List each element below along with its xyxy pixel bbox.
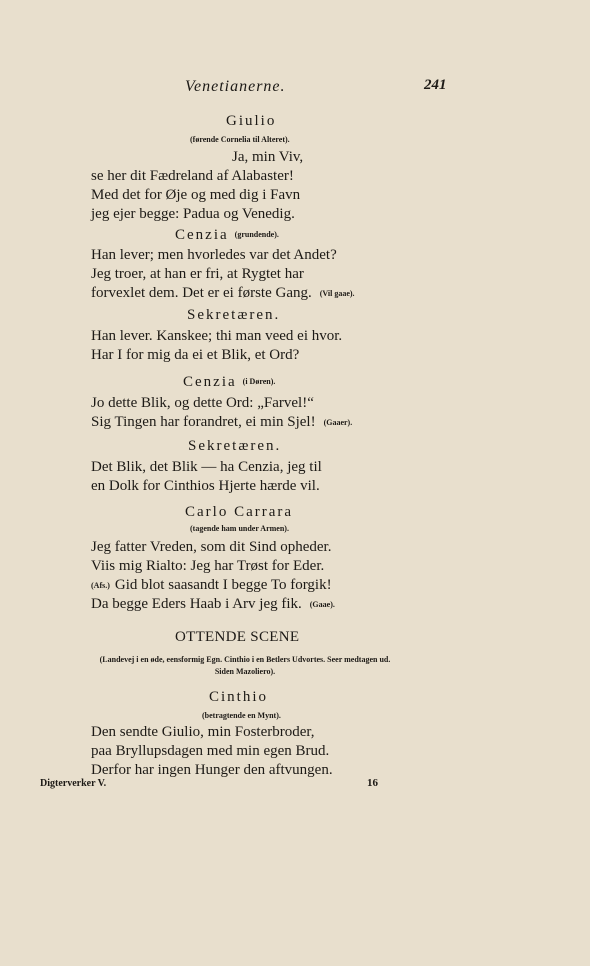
speaker-cenzia (183, 374, 275, 391)
speaker-name: Cenzia (175, 227, 229, 243)
verse-line (91, 284, 355, 303)
speaker-sekretaeren: Sekretæren. (187, 307, 281, 323)
running-title: Venetianerne. (185, 78, 286, 95)
verse-line: Han lever. Kanskee; thi man veed ei hvor. (91, 328, 343, 344)
stage-direction: (Vil gaae). (319, 289, 355, 298)
verse-text: Gid blot saasandt I begge To forgik! (114, 577, 332, 593)
verse-line (91, 576, 332, 595)
verse-line: Det Blik, det Blik — ha Cenzia, jeg til (91, 459, 322, 475)
verse-line: en Dolk for Cinthios Hjerte hærde vil. (91, 478, 320, 494)
stage-direction: (tagende ham under Armen). (190, 524, 289, 533)
scene-description-line: Siden Mazoliero). (214, 667, 276, 676)
verse-line (91, 413, 352, 432)
speaker-cinthio: Cinthio (209, 689, 269, 705)
verse-line: Med det for Øje og med dig i Favn (91, 187, 301, 203)
footer-sheet-number: 16 (367, 777, 378, 789)
verse-text: forvexlet dem. Det er ei første Gang. (91, 285, 312, 301)
verse-line: Jo dette Blik, og dette Ord: „Farvel!“ (91, 395, 314, 411)
stage-direction: (Gaaer). (323, 418, 353, 427)
aside-direction: (Afs.) (91, 581, 110, 590)
scene-heading: OTTENDE SCENE (175, 629, 300, 645)
speaker-giulio: Giulio (226, 113, 277, 129)
scene-description-line: (Landevej i en øde, eensformig Egn. Cinthio i en Betlers Udvortes. Seer medtagen ud. (99, 655, 391, 664)
verse-line: Har I for mig da ei et Blik, et Ord? (91, 347, 300, 363)
page-number: 241 (424, 77, 447, 93)
verse-line: Jeg troer, at han er fri, at Rygtet har (91, 266, 304, 282)
verse-line: Den sendte Giulio, min Fosterbroder, (91, 724, 315, 740)
verse-line: paa Bryllupsdagen med min egen Brud. (91, 743, 330, 759)
verse-line: Ja, min Viv, (232, 149, 304, 165)
scene-description (40, 654, 450, 678)
verse-line: se her dit Fædreland af Alabaster! (91, 168, 294, 184)
verse-text: Da begge Eders Haab i Arv jeg fik. (91, 596, 302, 612)
verse-line: Jeg fatter Vreden, som dit Sind opheder. (91, 539, 332, 555)
verse-line: Han lever; men hvorledes var det Andet? (91, 247, 337, 263)
speaker-cenzia (175, 227, 279, 244)
verse-line: jeg ejer begge: Padua og Venedig. (91, 206, 295, 222)
verse-line: Derfor har ingen Hunger den aftvungen. (91, 762, 333, 778)
verse-line (91, 595, 335, 614)
speaker-carlo-carrara: Carlo Carrara (185, 504, 294, 520)
stage-direction: (i Døren). (242, 377, 276, 386)
stage-direction: (Gaae). (309, 600, 335, 609)
speaker-sekretaeren: Sekretæren. (188, 438, 282, 454)
footer-signature: Digterverker V. (40, 778, 107, 789)
speaker-name: Cenzia (183, 374, 237, 390)
stage-direction: (betragtende en Mynt). (202, 711, 281, 720)
stage-direction: (grundende). (234, 230, 279, 239)
stage-direction: (førende Cornelia til Alteret). (190, 135, 290, 144)
verse-text: Sig Tingen har forandret, ei min Sjel! (91, 414, 316, 430)
verse-line: Viis mig Rialto: Jeg har Trøst for Eder. (91, 558, 325, 574)
